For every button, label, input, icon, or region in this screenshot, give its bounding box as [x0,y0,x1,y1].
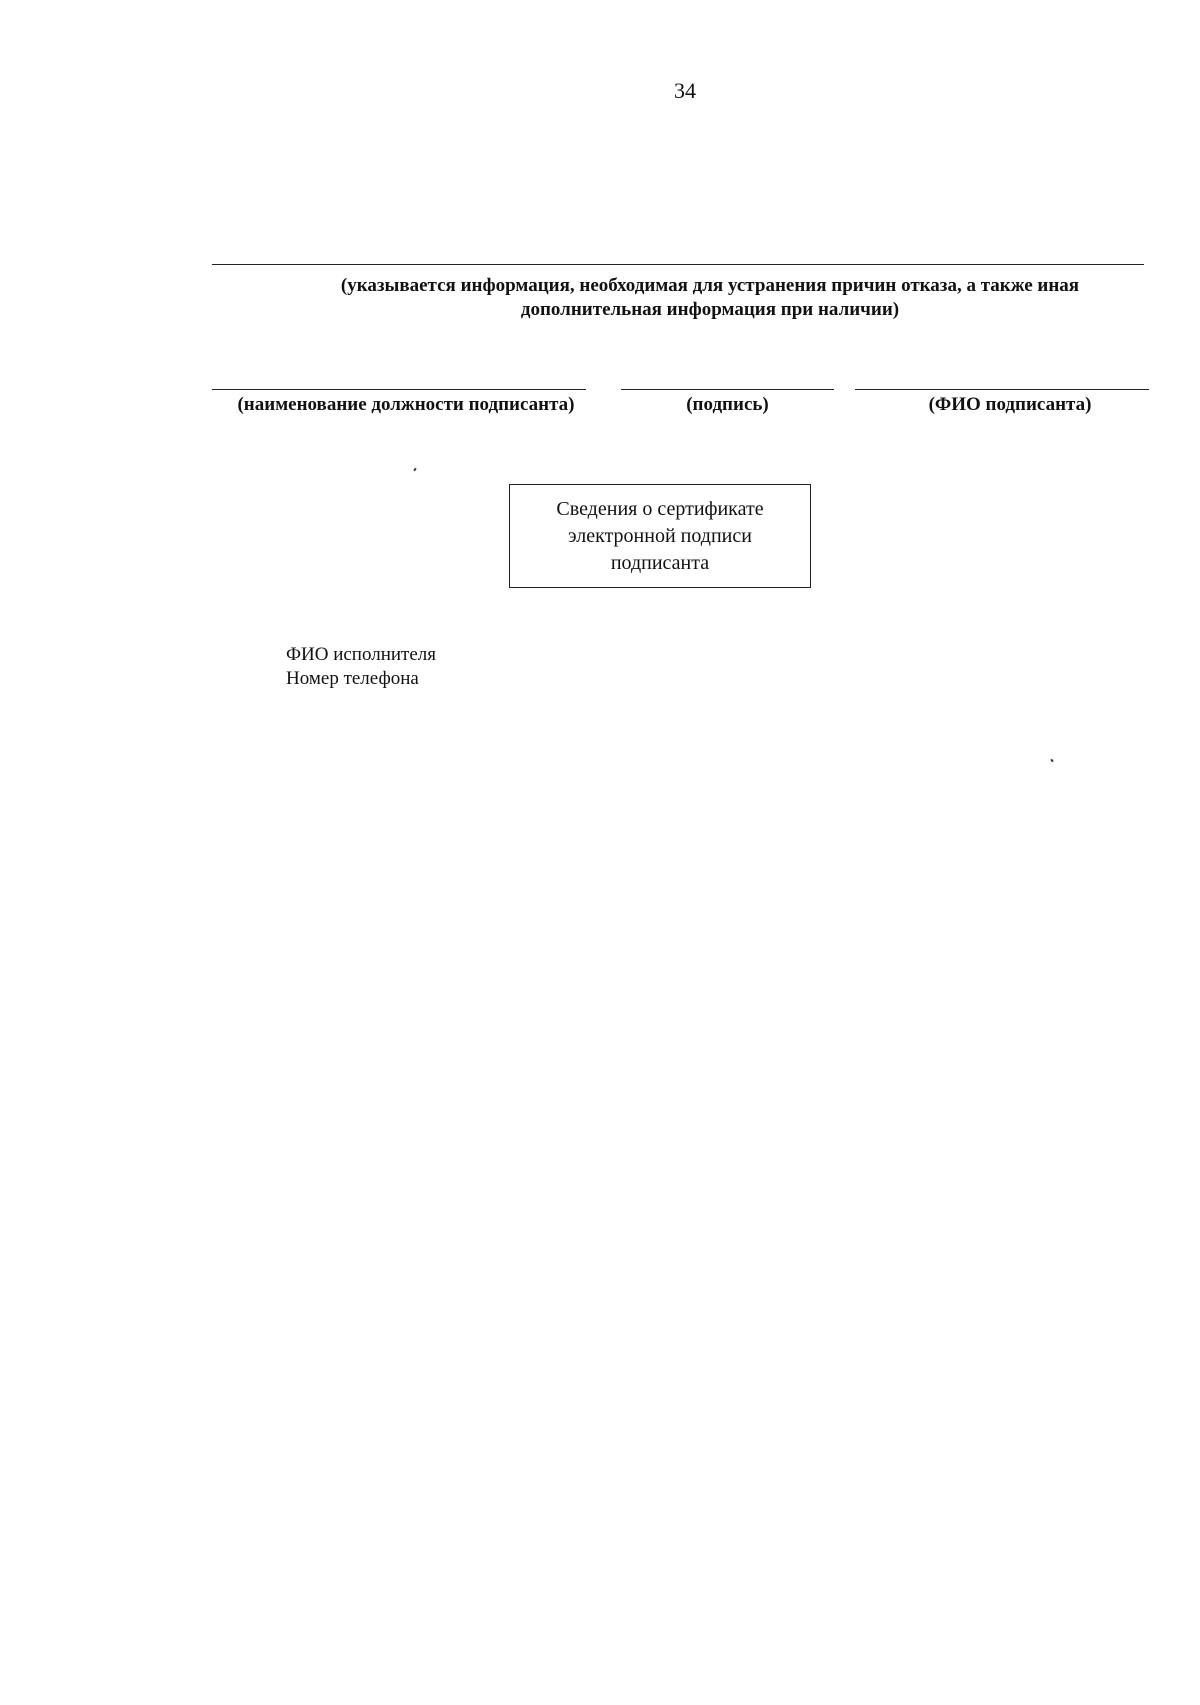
info-caption [320,274,1100,322]
name-line [855,389,1149,390]
scan-speck [1050,759,1053,763]
signature-line [621,389,834,390]
info-line [212,264,1144,265]
scan-speck [413,468,416,472]
certificate-box [509,484,811,588]
executor-phone-label: Номер телефона [286,668,419,689]
position-line [212,389,586,390]
executor-name-label: ФИО исполнителя [286,644,436,665]
info-caption-line1: (указывается информация, необходимая для устранения причин отказа, а также иная [340,275,1080,296]
certificate-box-line2: электронной подписи [568,524,752,547]
info-caption-line2: дополнительная информация при наличии) [520,299,900,320]
certificate-box-line1: Сведения о сертификате [556,497,764,520]
signature-caption: (подпись) [686,394,769,415]
position-caption: (наименование должности подписанта) [237,394,575,415]
page-number: 34 [674,78,696,103]
name-caption: (ФИО подписанта) [928,394,1092,415]
certificate-box-line3: подписанта [610,551,710,574]
